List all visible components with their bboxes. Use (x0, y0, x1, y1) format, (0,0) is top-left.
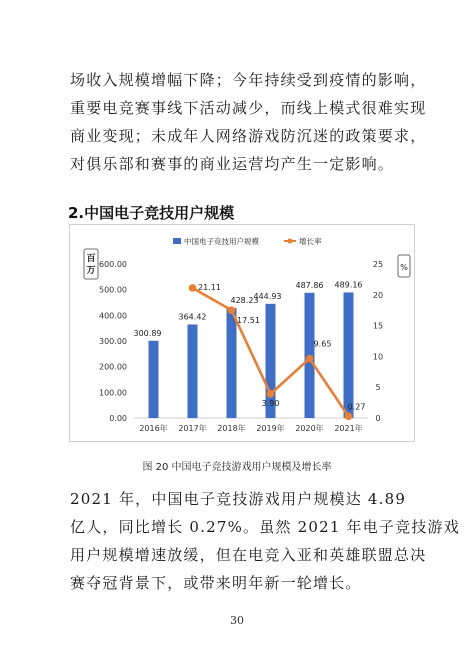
bar-data-label: 428.23 (230, 296, 259, 306)
bar-data-label: 487.86 (295, 280, 324, 290)
y-left-tick-label: 500.00 (99, 285, 127, 295)
growth-rate-point (189, 284, 197, 292)
paragraph-line: 重要电竞赛事线下活动减少，而线上模式很难实现 (70, 99, 427, 117)
y-left-tick-label: 0.00 (109, 414, 127, 423)
paragraph-line: 商业变现；未成年人网络游戏防沉迷的政策要求， (70, 127, 427, 145)
user-scale-chart (69, 224, 415, 442)
bar (188, 324, 198, 418)
legend-line-label: 增长率 (299, 237, 322, 246)
line-data-label: 21.11 (198, 282, 221, 292)
legend-bar-label: 中国电子竞技用户规模 (184, 237, 259, 246)
y-left-axis-label: 百 (86, 254, 96, 264)
y-right-tick-label: 25 (372, 260, 384, 269)
page-number: 30 (230, 614, 244, 627)
line-data-label: 9.65 (313, 339, 332, 349)
line-data-label: 17.51 (237, 316, 260, 326)
paragraph-line: 场收入规模增幅下降；今年持续受到疫情的影响， (70, 71, 427, 89)
bar-data-label: 444.93 (253, 291, 282, 301)
y-left-tick-label: 200.00 (99, 362, 127, 372)
paragraph-line: 用户规模增速放缓，但在电竞入亚和英雄联盟总决 (70, 546, 427, 564)
x-tick-label: 2017年 (178, 424, 207, 433)
growth-rate-point (345, 413, 353, 421)
legend-bar-swatch (173, 238, 181, 244)
growth-rate-point (228, 306, 236, 314)
legend-line-marker (288, 239, 293, 244)
bar (149, 341, 159, 418)
y-left-tick-label: 300.00 (99, 337, 127, 346)
bar (227, 308, 237, 418)
x-tick-label: 2021年 (334, 424, 363, 433)
y-right-tick-label: 10 (372, 352, 384, 362)
paragraph-line: 亿人，同比增长 0.27%。虽然 2021 年电子竞技游戏 (70, 518, 460, 536)
x-tick-label: 2020年 (295, 424, 324, 433)
y-right-axis-label: % (400, 263, 408, 272)
line-data-label: 3.90 (261, 398, 280, 408)
y-right-tick-label: 0 (375, 414, 381, 423)
figure-caption: 图 20 中国电子竞技游戏用户规模及增长率 (142, 462, 332, 473)
y-left-axis-label: 万 (86, 266, 96, 276)
growth-rate-point (306, 355, 314, 363)
paragraph-line: 2021 年，中国电子竞技游戏用户规模达 4.89 (70, 490, 407, 508)
y-right-tick-label: 15 (372, 321, 384, 331)
section-title: 2.中国电子竞技用户规模 (68, 204, 235, 222)
paragraph-line: 对俱乐部和赛事的商业运营均产生一定影响。 (70, 155, 395, 173)
y-left-tick-label: 100.00 (99, 388, 127, 398)
bar-data-label: 364.42 (178, 312, 207, 322)
line-data-label: 0.27 (347, 402, 366, 412)
growth-rate-point (267, 390, 275, 398)
bar (344, 292, 354, 418)
x-tick-label: 2019年 (256, 424, 285, 433)
paragraph-2 (70, 485, 460, 597)
paragraph-1 (70, 66, 427, 178)
paragraph-line: 赛夺冠背景下，或带来明年新一轮增长。 (70, 574, 362, 592)
x-tick-label: 2016年 (139, 424, 168, 433)
chart-canvas (70, 225, 414, 441)
bar-data-label: 300.89 (133, 328, 162, 338)
bar-data-label: 489.16 (334, 280, 363, 290)
y-left-tick-label: 400.00 (99, 311, 127, 321)
x-tick-label: 2018年 (217, 424, 246, 433)
y-right-tick-label: 5 (375, 383, 381, 393)
y-left-tick-label: 600.00 (99, 260, 127, 269)
y-right-tick-label: 20 (372, 290, 384, 300)
